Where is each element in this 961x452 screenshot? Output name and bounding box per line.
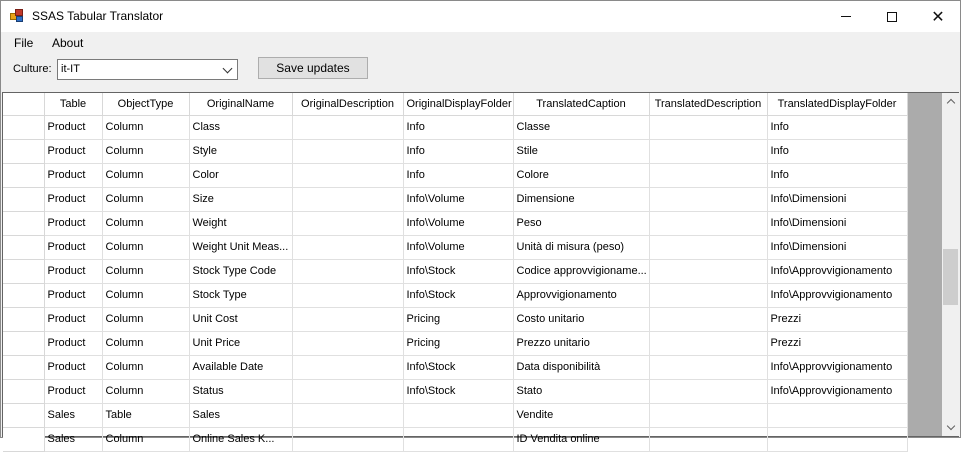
row-header[interactable] [3,259,44,283]
window-title: SSAS Tabular Translator [32,9,164,23]
grid-cell[interactable] [292,187,403,211]
row-header[interactable] [3,163,44,187]
scroll-up-button[interactable] [942,93,959,110]
grid-cell[interactable]: Product [44,307,102,331]
grid-cell[interactable] [403,403,513,427]
grid-cell[interactable]: Approvvigionamento [513,283,649,307]
grid-cell[interactable] [649,187,767,211]
grid-cell[interactable]: Prezzi [767,331,907,355]
row-header[interactable] [3,427,44,451]
grid-cell[interactable]: Column [102,187,189,211]
grid-cell[interactable]: Column [102,355,189,379]
grid-cell[interactable]: Info\Stock [403,283,513,307]
grid-cell[interactable]: Available Date [189,355,292,379]
grid-cell[interactable] [292,235,403,259]
table-row[interactable] [3,163,907,187]
grid-cell[interactable]: Style [189,139,292,163]
grid-cell[interactable]: Info [403,163,513,187]
row-header[interactable] [3,403,44,427]
grid-cell[interactable] [292,403,403,427]
grid-cell[interactable]: Column [102,163,189,187]
row-header[interactable] [3,187,44,211]
grid-cell[interactable]: Pricing [403,331,513,355]
table-row[interactable] [3,379,907,403]
table-row[interactable] [3,307,907,331]
grid-cell[interactable]: Info [403,139,513,163]
vertical-scrollbar[interactable] [942,93,959,436]
grid-cell[interactable]: Class [189,115,292,139]
column-header-objecttype[interactable]: ObjectType [102,93,189,115]
grid-cell[interactable] [649,283,767,307]
grid-cell[interactable] [649,235,767,259]
grid-cell[interactable]: Pricing [403,307,513,331]
scroll-down-button[interactable] [942,419,959,436]
row-header[interactable] [3,235,44,259]
translations-table [3,93,908,452]
menu-file[interactable]: File [14,36,34,50]
grid-cell[interactable]: Unit Price [189,331,292,355]
grid-cell[interactable]: Product [44,331,102,355]
grid-cell[interactable]: Column [102,427,189,451]
grid-cell[interactable]: Column [102,115,189,139]
grid-cell[interactable]: Data disponibilità [513,355,649,379]
grid-cell[interactable] [649,403,767,427]
grid-cell[interactable]: Info\Volume [403,211,513,235]
grid-cell[interactable] [649,259,767,283]
culture-dropdown[interactable] [57,59,238,80]
grid-cell[interactable]: Dimensione [513,187,649,211]
grid-cell[interactable] [649,427,767,451]
grid-cell[interactable]: Info [403,115,513,139]
grid-cell[interactable]: Color [189,163,292,187]
grid-cell[interactable]: Column [102,259,189,283]
grid-cell[interactable]: Sales [44,427,102,451]
grid-cell[interactable] [292,307,403,331]
grid-cell[interactable]: Product [44,259,102,283]
grid-cell[interactable]: Online Sales K... [189,427,292,451]
column-header-originaldescription[interactable]: OriginalDescription [292,93,403,115]
grid-cell[interactable]: Unit Cost [189,307,292,331]
column-header-translateddescription[interactable]: TranslatedDescription [649,93,767,115]
grid-cell[interactable]: Product [44,379,102,403]
row-header[interactable] [3,139,44,163]
table-row[interactable] [3,187,907,211]
table-row[interactable] [3,211,907,235]
grid-cell[interactable]: Info\Approvvigionamento [767,283,907,307]
row-header[interactable] [3,379,44,403]
maximize-button[interactable] [869,1,915,32]
scroll-down-arrow-icon [946,422,954,430]
save-updates-button[interactable]: Save updates [258,57,368,79]
grid-cell[interactable]: Unità di misura (peso) [513,235,649,259]
grid-body [3,115,907,451]
grid-cell[interactable]: Info\Volume [403,187,513,211]
grid-cell[interactable]: Stock Type [189,283,292,307]
grid-cell[interactable]: Costo unitario [513,307,649,331]
row-header[interactable] [3,283,44,307]
grid-cell[interactable]: Column [102,283,189,307]
chevron-down-icon [223,64,233,74]
table-row[interactable] [3,427,907,451]
grid-cell[interactable]: Column [102,379,189,403]
grid-cell[interactable]: Info\Stock [403,379,513,403]
grid-cell[interactable] [649,115,767,139]
grid-cell[interactable]: Peso [513,211,649,235]
grid-cell[interactable]: Column [102,235,189,259]
corner-header[interactable] [3,93,44,115]
culture-label: Culture: [13,63,52,75]
table-row[interactable] [3,283,907,307]
grid-cell[interactable] [649,139,767,163]
toolbar [1,54,960,91]
grid-cell[interactable]: Classe [513,115,649,139]
grid-cell[interactable] [767,403,907,427]
grid-cell[interactable]: Codice approvvigioname... [513,259,649,283]
grid-cell[interactable]: Info\Approvvigionamento [767,355,907,379]
grid-cell[interactable]: Info\Dimensioni [767,211,907,235]
table-row[interactable] [3,115,907,139]
grid-cell[interactable] [649,331,767,355]
grid-cell[interactable]: Colore [513,163,649,187]
culture-value: it-IT [61,63,80,75]
row-header[interactable] [3,211,44,235]
menu-about[interactable]: About [52,36,84,50]
column-header-translateddisplayfolder[interactable]: TranslatedDisplayFolder [767,93,907,115]
grid-cell[interactable]: Info [767,163,907,187]
grid-viewport [3,93,908,445]
grid-cell[interactable] [649,355,767,379]
grid-cell[interactable]: Sales [189,403,292,427]
grid-cell[interactable]: Status [189,379,292,403]
grid-cell[interactable]: Info\Dimensioni [767,235,907,259]
grid-cell[interactable] [292,211,403,235]
grid-cell[interactable] [292,115,403,139]
grid-cell[interactable]: Vendite [513,403,649,427]
table-row[interactable] [3,139,907,163]
scroll-up-arrow-icon [946,99,954,107]
grid-cell[interactable]: Product [44,163,102,187]
minimize-icon [841,16,851,17]
grid-cell[interactable]: Product [44,211,102,235]
column-header-originaldisplayfolder[interactable]: OriginalDisplayFolder [403,93,513,115]
close-button[interactable] [915,1,961,32]
column-header-originalname[interactable]: OriginalName [189,93,292,115]
row-header[interactable] [3,115,44,139]
grid-cell[interactable]: Info [767,115,907,139]
grid-cell[interactable]: Column [102,139,189,163]
grid-cell[interactable] [292,427,403,451]
grid-cell[interactable]: Stile [513,139,649,163]
grid-cell[interactable] [649,163,767,187]
grid-cell[interactable]: Sales [44,403,102,427]
grid-cell[interactable] [292,355,403,379]
table-row[interactable] [3,235,907,259]
grid-cell[interactable]: Column [102,211,189,235]
column-header-table[interactable]: Table [44,93,102,115]
grid-cell[interactable]: Product [44,139,102,163]
grid-cell[interactable]: Size [189,187,292,211]
grid-cell[interactable]: ID Vendita online [513,427,649,451]
grid-cell[interactable]: Info\Stock [403,355,513,379]
table-row[interactable] [3,403,907,427]
grid-cell[interactable]: Product [44,235,102,259]
grid-cell[interactable] [292,331,403,355]
grid-cell[interactable] [292,139,403,163]
title-bar[interactable] [1,1,960,32]
grid-cell[interactable]: Product [44,115,102,139]
row-header[interactable] [3,355,44,379]
grid-cell[interactable]: Info\Volume [403,235,513,259]
grid-cell[interactable]: Stock Type Code [189,259,292,283]
grid-cell[interactable] [403,427,513,451]
grid-cell[interactable] [292,259,403,283]
menu-bar [1,32,960,54]
grid-cell[interactable]: Prezzo unitario [513,331,649,355]
grid-cell[interactable]: Info\Dimensioni [767,187,907,211]
scroll-thumb[interactable] [943,249,958,305]
grid-cell[interactable] [292,379,403,403]
grid-cell[interactable]: Info\Approvvigionamento [767,379,907,403]
grid-cell[interactable]: Info [767,139,907,163]
grid-cell[interactable] [649,379,767,403]
grid-cell[interactable]: Product [44,283,102,307]
grid-cell[interactable] [767,427,907,451]
grid-cell[interactable] [292,163,403,187]
grid-cell[interactable] [649,307,767,331]
row-header[interactable] [3,307,44,331]
app-icon [10,9,24,23]
grid-cell[interactable]: Info\Stock [403,259,513,283]
grid-cell[interactable]: Stato [513,379,649,403]
column-header-translatedcaption[interactable]: TranslatedCaption [513,93,649,115]
grid-cell[interactable]: Info\Approvvigionamento [767,259,907,283]
grid-cell[interactable] [649,211,767,235]
grid-cell[interactable] [292,283,403,307]
grid-cell[interactable]: Column [102,331,189,355]
table-row[interactable] [3,355,907,379]
minimize-button[interactable] [823,1,869,32]
grid-cell[interactable]: Product [44,355,102,379]
table-row[interactable] [3,259,907,283]
row-header[interactable] [3,331,44,355]
table-row[interactable] [3,331,907,355]
grid-cell[interactable]: Weight Unit Meas... [189,235,292,259]
grid-cell[interactable]: Column [102,307,189,331]
maximize-icon [887,12,897,22]
header-row [3,93,907,115]
grid-cell[interactable]: Weight [189,211,292,235]
grid-cell[interactable]: Product [44,187,102,211]
grid-cell[interactable]: Prezzi [767,307,907,331]
translations-grid [2,92,959,445]
grid-cell[interactable]: Table [102,403,189,427]
close-icon: ✕ [931,6,945,26]
